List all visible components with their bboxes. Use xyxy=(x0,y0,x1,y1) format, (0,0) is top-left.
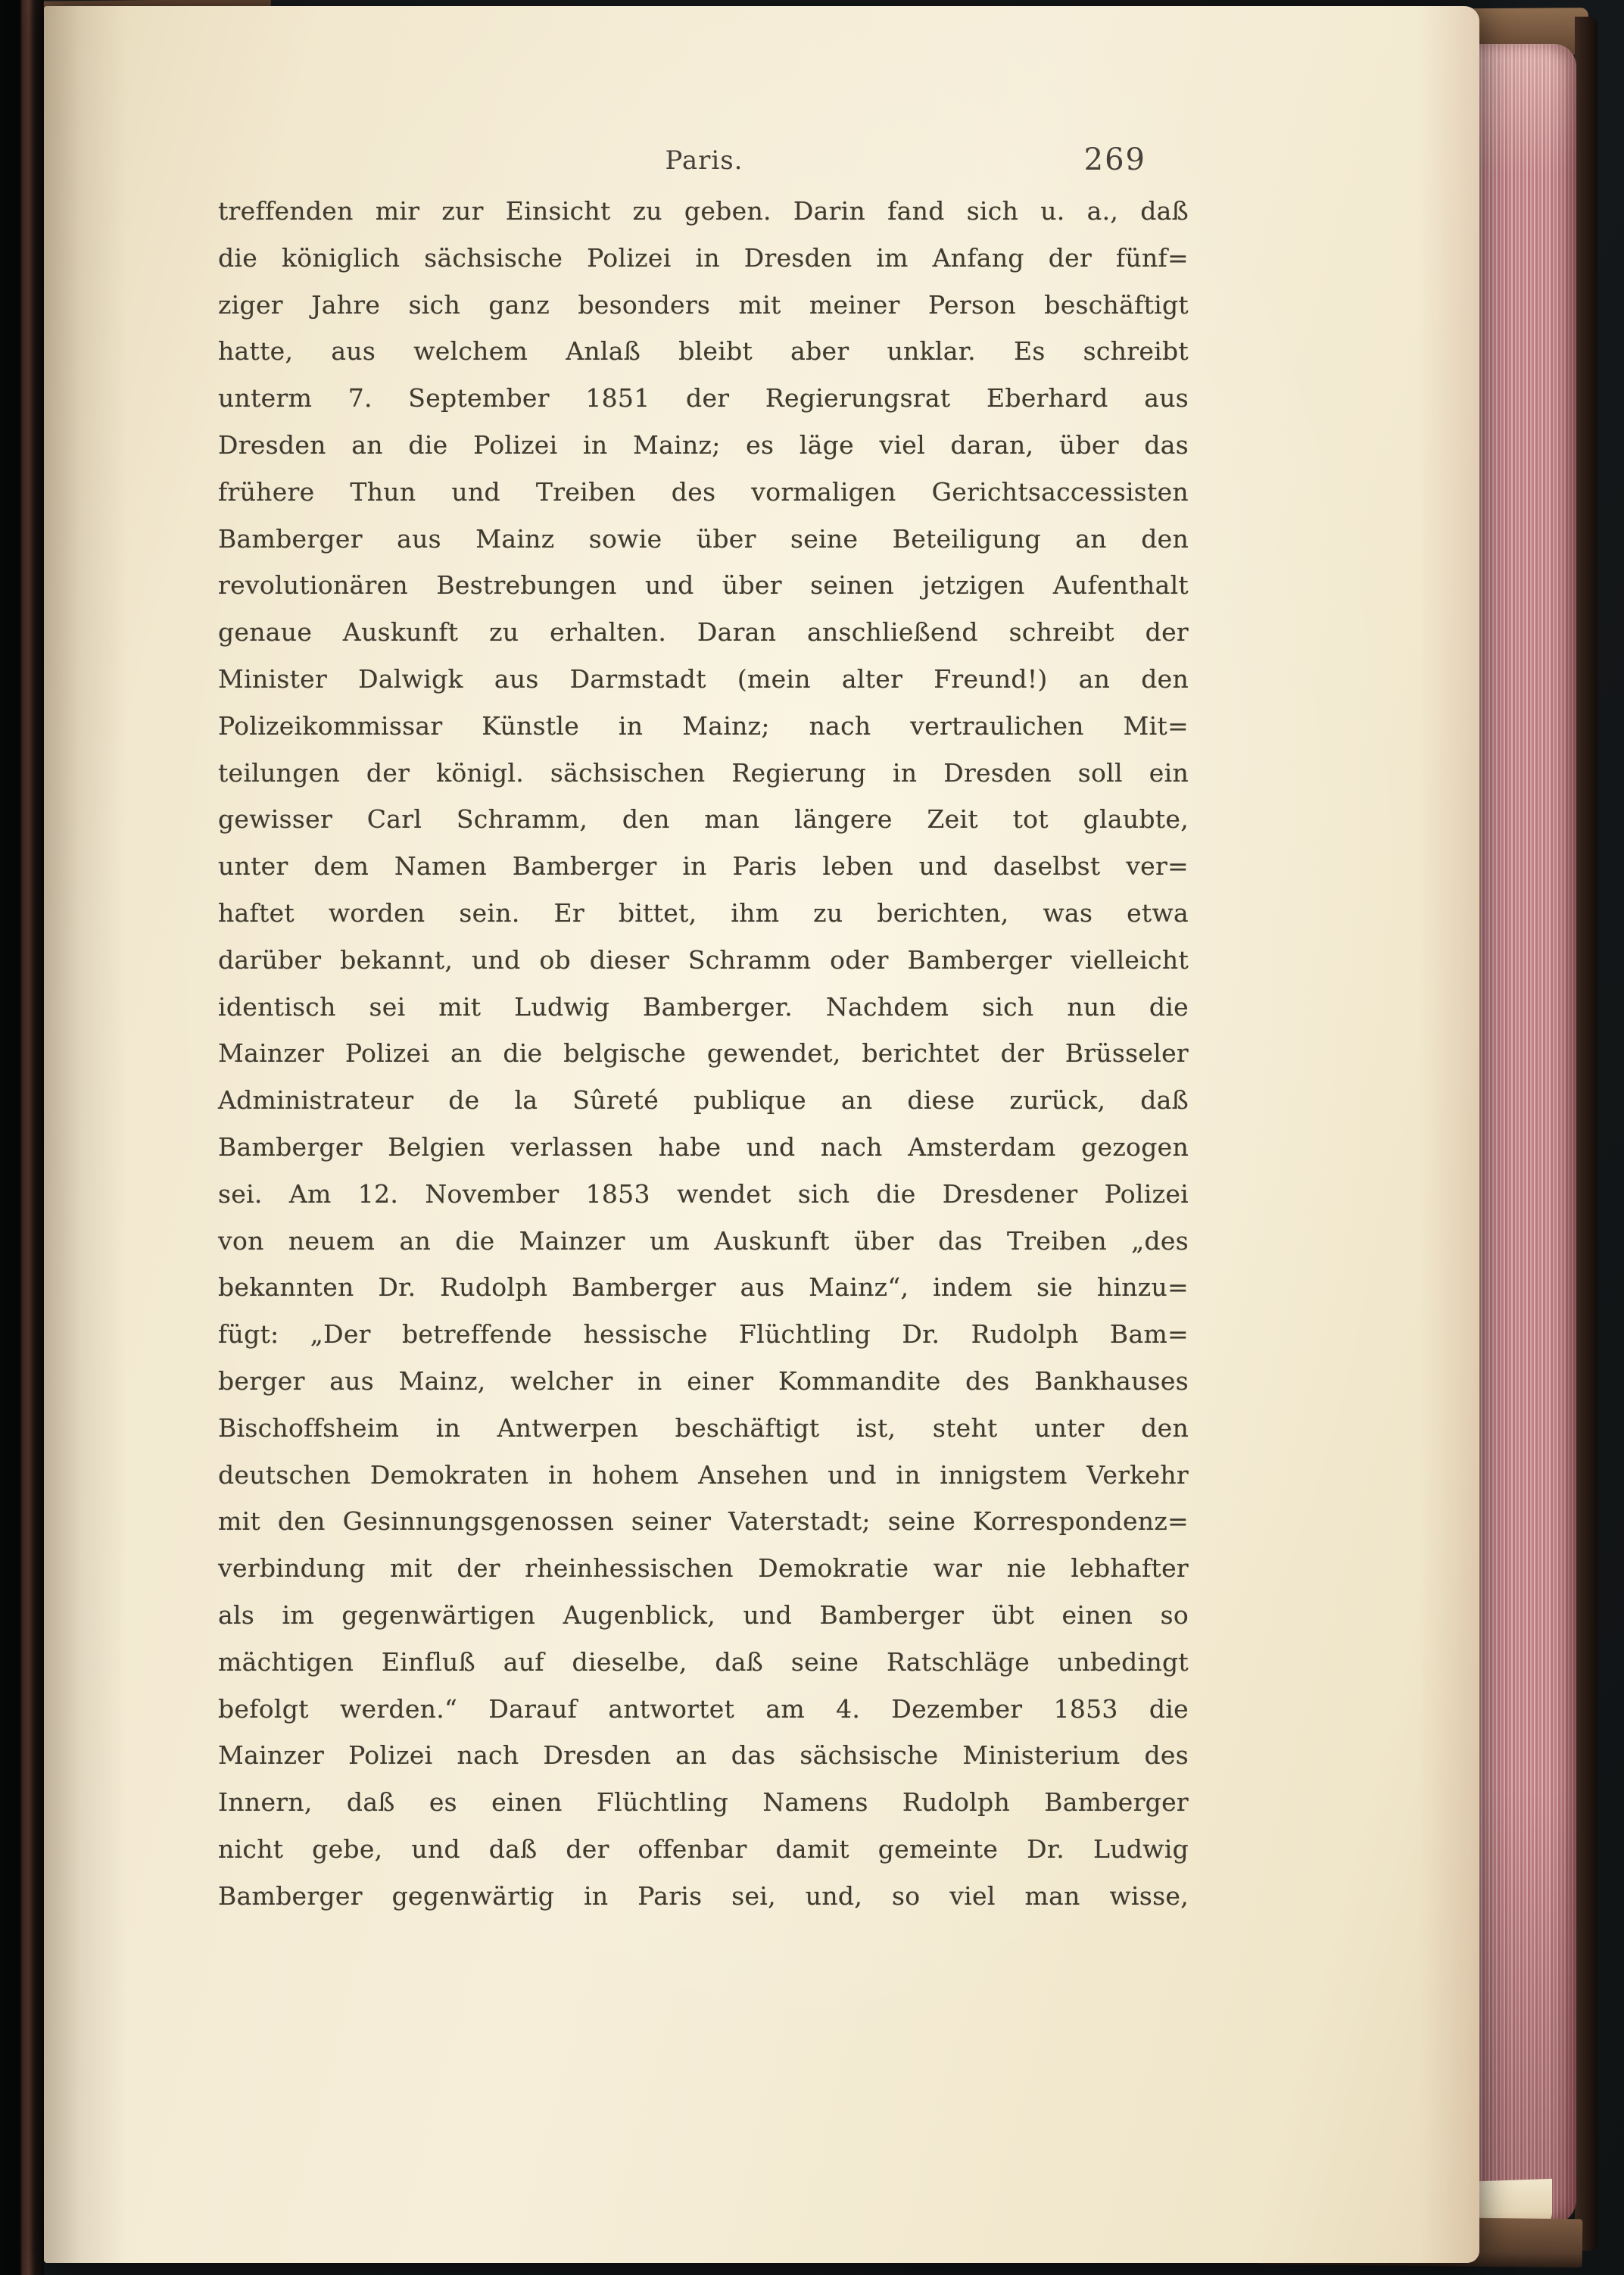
text-line: unter dem Namen Bamberger in Paris leben und daselbst ver= xyxy=(218,851,1189,882)
text-line: haftet worden sein. Er bittet, ihm zu berichten, was etwa xyxy=(218,897,1189,928)
text-line: gewisser Carl Schramm, den man längere Zeit tot glaubte, xyxy=(218,804,1189,835)
text-line: mit den Gesinnungsgenossen seiner Vaterstadt; seine Korrespondenz= xyxy=(218,1506,1189,1537)
text-line: Bamberger gegenwärtig in Paris sei, und, so viel man wisse, xyxy=(218,1880,1189,1911)
text-line: fügt: „Der betreffende hessische Flüchtling Dr. Rudolph Bam= xyxy=(218,1319,1189,1350)
text-line: die königlich sächsische Polizei in Dresden im Anfang der fünf= xyxy=(218,242,1189,273)
text-line: Minister Dalwigk aus Darmstadt (mein alter Freund!) an den xyxy=(218,663,1189,694)
text-line: berger aus Mainz, welcher in einer Kommandite des Bankhauses xyxy=(218,1365,1189,1396)
text-line: treffenden mir zur Einsicht zu geben. Darin fand sich u. a., daß xyxy=(218,196,1189,226)
text-line: von neuem an die Mainzer um Auskunft über das Treiben „des xyxy=(218,1225,1189,1256)
text-line: als im gegenwärtigen Augenblick, und Bamberger übt einen so xyxy=(218,1599,1189,1630)
text-line: Bischoffsheim in Antwerpen beschäftigt ist, steht unter den xyxy=(218,1412,1189,1443)
text-line: Dresden an die Polizei in Mainz; es läge viel daran, über das xyxy=(218,429,1189,460)
page-header xyxy=(220,142,1189,185)
text-line: sei. Am 12. November 1853 wendet sich die Dresdener Polizei xyxy=(218,1178,1189,1209)
text-line: befolgt werden.“ Darauf antwortet am 4. Dezember 1853 die xyxy=(218,1693,1189,1724)
text-line: Administrateur de la Sûreté publique an diese zurück, daß xyxy=(218,1085,1189,1116)
page-edges-fore-edge xyxy=(1475,44,1576,2225)
text-line: Bamberger aus Mainz sowie über seine Beteiligung an den xyxy=(218,523,1189,554)
text-line: verbindung mit der rheinhessischen Demokratie war nie lebhafter xyxy=(218,1553,1189,1584)
text-line: frühere Thun und Treiben des vormaligen Gerichtsaccessisten xyxy=(218,476,1189,507)
text-line: ziger Jahre sich ganz besonders mit meiner Person beschäftigt xyxy=(218,289,1189,320)
text-line: darüber bekannt, und ob dieser Schramm oder Bamberger vielleicht xyxy=(218,944,1189,975)
text-line: deutschen Demokraten in hohem Ansehen und in innigstem Verkehr xyxy=(218,1459,1189,1490)
book-spine-edge xyxy=(0,0,44,2275)
text-line: Polizeikommissar Künstle in Mainz; nach vertraulichen Mit= xyxy=(218,710,1189,741)
text-line: revolutionären Bestrebungen und über seinen jetzigen Aufenthalt xyxy=(218,570,1189,601)
book-cover-right-board xyxy=(1575,17,1598,2251)
text-line: unterm 7. September 1851 der Regierungsrat Eberhard aus xyxy=(218,383,1189,413)
text-line: hatte, aus welchem Anlaß bleibt aber unklar. Es schreibt xyxy=(218,336,1189,367)
text-line: Mainzer Polizei an die belgische gewendet, berichtet der Brüsseler xyxy=(218,1038,1189,1069)
page-text-block xyxy=(218,188,1189,1919)
text-line: bekannten Dr. Rudolph Bamberger aus Mainz“, indem sie hinzu= xyxy=(218,1272,1189,1303)
page-number: 269 xyxy=(1083,142,1146,177)
text-line: mächtigen Einfluß auf dieselbe, daß seine Ratschläge unbedingt xyxy=(218,1646,1189,1677)
text-line: Bamberger Belgien verlassen habe und nach Amsterdam gezogen xyxy=(218,1131,1189,1162)
book-page xyxy=(44,6,1479,2263)
text-line: nicht gebe, und daß der offenbar damit gemeinte Dr. Ludwig xyxy=(218,1833,1189,1864)
text-line: Innern, daß es einen Flüchtling Namens Rudolph Bamberger xyxy=(218,1787,1189,1818)
text-line: identisch sei mit Ludwig Bamberger. Nachdem sich nun die xyxy=(218,991,1189,1022)
text-line: Mainzer Polizei nach Dresden an das sächsische Ministerium des xyxy=(218,1740,1189,1771)
text-line: genaue Auskunft zu erhalten. Daran anschließend schreibt der xyxy=(218,617,1189,648)
text-line: teilungen der königl. sächsischen Regierung in Dresden soll ein xyxy=(218,757,1189,788)
running-title: Paris. xyxy=(665,145,743,176)
